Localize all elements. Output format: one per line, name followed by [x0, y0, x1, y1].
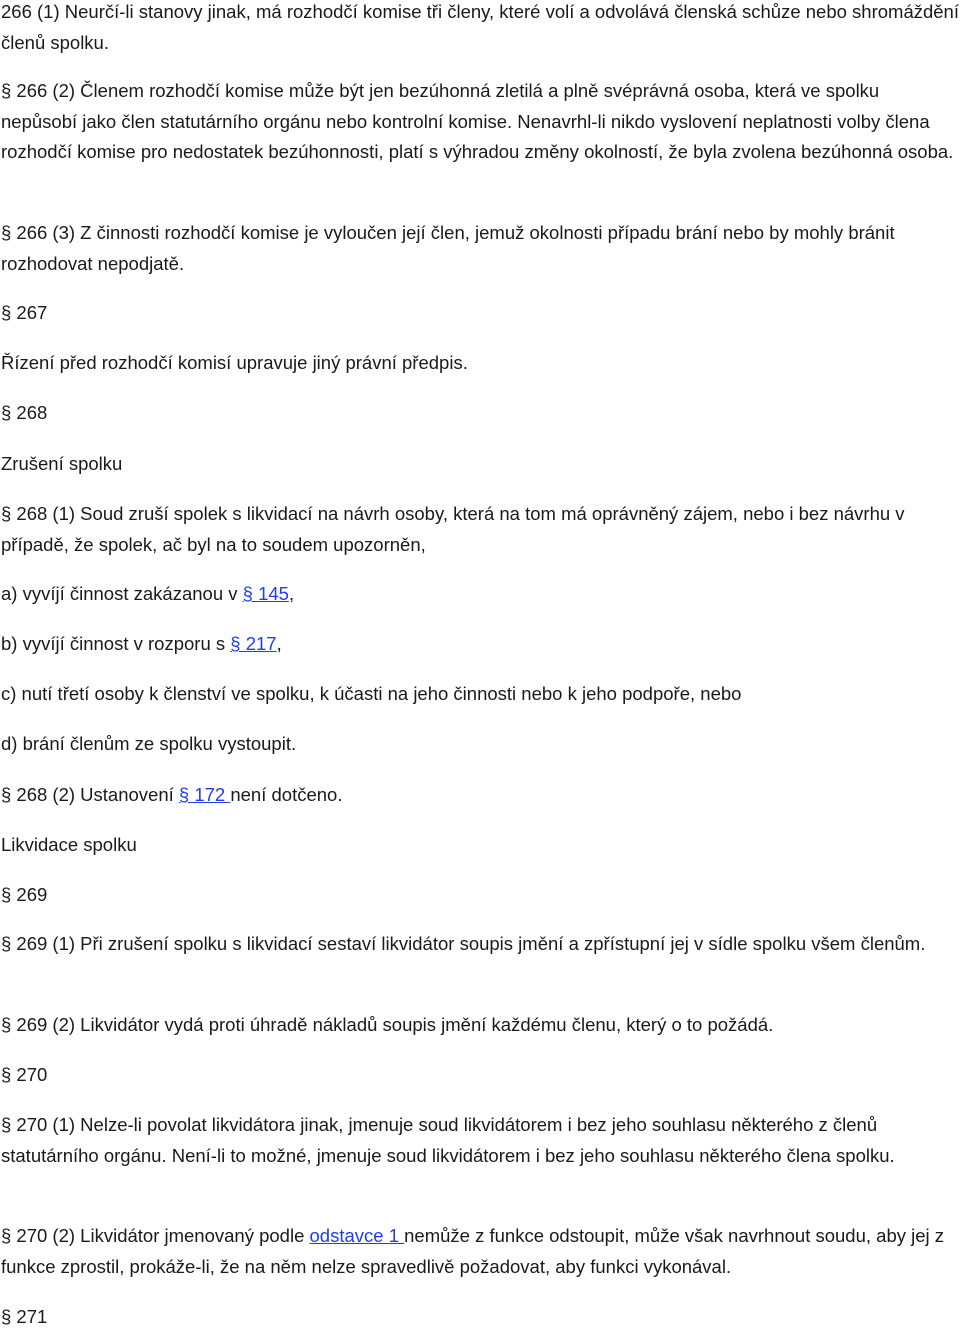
paragraph-268-1: § 268 (1) Soud zruší spolek s likvidací na návrh osoby, která na tom má oprávněný zájem, nebo i bez návrhu v případě, že spolek, ač byl na to soudem upozorněn, — [1, 503, 905, 555]
section-heading-268: § 268 — [1, 402, 48, 423]
link-section-172[interactable]: § 172 — [178, 784, 231, 805]
section-heading-267: § 267 — [1, 302, 48, 323]
paragraph-270-2-text: § 270 (2) Likvidátor jmenovaný podle — [1, 1225, 310, 1246]
paragraph-269-2: § 269 (2) Likvidátor vydá proti úhradě nákladů soupis jmění každému členu, který o to požádá. — [1, 1014, 774, 1035]
link-section-217[interactable]: § 217 — [230, 633, 277, 654]
paragraph-268-2 — [1, 780, 959, 811]
item-b-text: b) vyvíjí činnost v rozporu s — [1, 633, 231, 654]
item-a-tail: , — [288, 583, 295, 604]
title-zruseni-spolku: Zrušení spolku — [1, 453, 123, 474]
paragraph-266-1: 266 (1) Neurčí-li stanovy jinak, má rozhodčí komise tři členy, které volí a odvolává členská schůze nebo shromáždění členů spolku. — [1, 1, 959, 53]
item-a — [1, 579, 959, 610]
title-likvidace-spolku: Likvidace spolku — [1, 834, 137, 855]
item-d: d) brání členům ze spolku vystoupit. — [1, 733, 297, 754]
section-heading-271: § 271 — [1, 1306, 48, 1327]
item-c: c) nutí třetí osoby k členství ve spolku, k účasti na jeho činnosti nebo k jeho podpoře, nebo — [1, 683, 742, 704]
paragraph-268-2-text: § 268 (2) Ustanovení — [1, 784, 179, 805]
item-b-tail: , — [276, 633, 282, 654]
paragraph-270-2 — [1, 1221, 959, 1282]
item-a-text: a) vyvíjí činnost zakázanou v — [1, 583, 243, 604]
paragraph-267: Řízení před rozhodčí komisí upravuje jiný právní předpis. — [1, 352, 468, 373]
paragraph-266-3: § 266 (3) Z činnosti rozhodčí komise je vyloučen její člen, jemuž okolnosti případu brání nebo by mohly bránit rozhodovat nepodjatě. — [1, 222, 895, 274]
paragraph-269-1: § 269 (1) Při zrušení spolku s likvidací sestaví likvidátor soupis jmění a zpřístupní jej v sídle spolku všem členům. — [1, 933, 926, 954]
paragraph-270-2-tail: nemůže z funkce odstoupit, může však navrhnout soudu, aby jej z funkce zprostil, prokáže-li, že na něm nelze spravedlivě požadovat, aby funkci vykonával. — [1, 1225, 945, 1277]
section-heading-270: § 270 — [1, 1064, 48, 1085]
link-odstavce-1[interactable]: odstavce 1 — [309, 1225, 405, 1246]
paragraph-266-2: § 266 (2) Členem rozhodčí komise může být jen bezúhonná zletilá a plně svéprávná osoba, která ve spolku nepůsobí jako člen statutárního orgánu nebo kontrolní komise. Nenavrhl-li nikdo vyslovení neplatnosti volby člena rozhodčí komise pro nedostatek bezúhonnosti, platí s výhradou změny okolností, že byla zvolena bezúhonná osoba. — [1, 80, 954, 162]
link-section-145[interactable]: § 145 — [242, 583, 289, 604]
paragraph-270-1: § 270 (1) Nelze-li povolat likvidátora jinak, jmenuje soud likvidátorem i bez jeho souhlasu některého z členů statutárního orgánu. Není-li to možné, jmenuje soud likvidátorem i bez jeho souhlasu některého člena spolku. — [1, 1114, 895, 1166]
item-b — [1, 629, 959, 660]
paragraph-268-2-tail: není dotčeno. — [230, 784, 343, 805]
section-heading-269: § 269 — [1, 884, 48, 905]
